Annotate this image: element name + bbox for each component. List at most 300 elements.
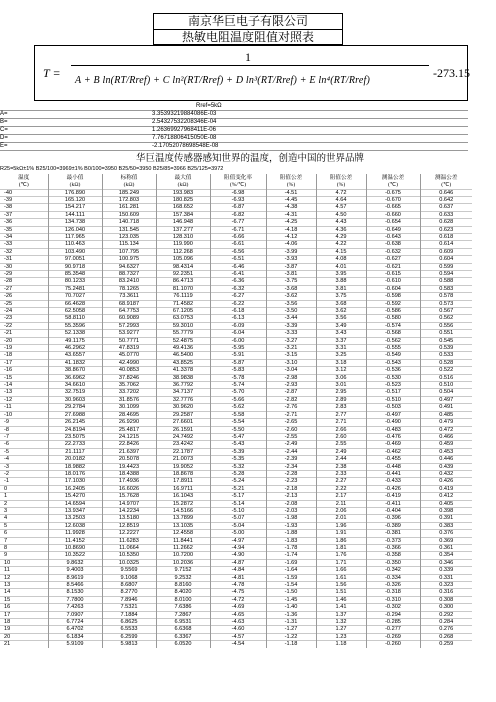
value-cell: 0.545 [420,337,472,344]
value-cell: 58.8110 [48,315,102,322]
table-row [0,641,472,648]
value-cell: 10.7200 [156,552,210,559]
document-title: 热敏电阻温度阻值对照表 [154,29,342,44]
value-cell: -6.77 [210,219,266,226]
value-cell: 1.23 [316,633,366,640]
value-cell: 34.6610 [48,382,102,389]
table-row [0,345,472,352]
value-cell: -1.69 [266,559,316,566]
value-cell: 8.0100 [156,596,210,603]
value-cell: 1.66 [316,567,366,574]
table-row [0,411,472,418]
value-cell: 134.738 [48,219,102,226]
value-cell: 21.0073 [156,456,210,463]
table-row [0,315,472,322]
value-cell: -0.302 [366,604,420,611]
value-cell: 4.01 [316,263,366,270]
value-cell: 45.0770 [102,352,156,359]
coef-row [0,111,468,118]
value-cell: -0.476 [366,433,420,440]
table-row [0,204,472,211]
resistance-table [0,174,472,648]
value-cell: 1.81 [316,545,366,552]
value-cell: 75.2481 [48,285,102,292]
table-row [0,352,472,359]
value-cell: -0.366 [366,545,420,552]
column-unit: (℃) [366,182,420,190]
value-cell: 32.7776 [156,396,210,403]
value-cell: 66.4628 [48,300,102,307]
value-cell: 112.268 [156,248,210,255]
value-cell: -5.07 [210,515,266,522]
column-unit: (℃) [18,181,29,188]
value-cell: -0.503 [366,404,420,411]
value-cell: 13.7899 [156,515,210,522]
value-cell: 0.628 [420,219,472,226]
value-cell: 180.825 [156,196,210,203]
value-cell: 128.310 [156,233,210,240]
value-cell: 2.66 [316,426,366,433]
value-cell: -4.54 [210,641,266,648]
column-header: 阻值变化率 [210,174,266,182]
value-cell: -0.536 [366,367,420,374]
value-cell: 103.490 [48,248,102,255]
table-row [0,589,472,596]
temperature-cell: -5 [0,448,48,455]
value-cell: 4.64 [316,196,366,203]
value-cell: 6.0520 [156,641,210,648]
value-cell: 1.86 [316,537,366,544]
temperature-cell: -14 [0,382,48,389]
temperature-cell: -15 [0,374,48,381]
value-cell: 0.583 [420,285,472,292]
table-row [0,604,472,611]
value-cell: -1.45 [266,596,316,603]
value-cell: 0.556 [420,322,472,329]
value-cell: -5.47 [210,433,266,440]
temperature-cell: -4 [0,456,48,463]
temperature-cell: 9 [0,552,48,559]
table-row [0,493,472,500]
value-cell: 67.1205 [156,308,210,315]
value-cell: -1.59 [266,574,316,581]
temperature-cell: 19 [0,626,48,633]
value-cell: 16.1043 [156,493,210,500]
value-cell: -0.670 [366,196,420,203]
value-cell: 17.1030 [48,478,102,485]
coef-rule [0,150,468,151]
value-cell: 0.573 [420,300,472,307]
value-cell: 0.426 [420,478,472,485]
value-cell: 110.463 [48,241,102,248]
value-cell: -0.592 [366,300,420,307]
temperature-cell: 10 [0,559,48,566]
value-cell: 43.6557 [48,352,102,359]
table-row [0,226,472,233]
value-cell: 14.2234 [102,507,156,514]
value-cell: -6.27 [210,293,266,300]
value-cell: -5.74 [210,382,266,389]
temperature-cell: 5 [0,522,48,529]
value-cell: -3.99 [266,248,316,255]
value-cell: -2.34 [266,463,316,470]
value-cell: 63.0753 [156,315,210,322]
value-cell: 23.5075 [48,433,102,440]
value-cell: 4.43 [316,219,366,226]
temperature-cell: 6 [0,530,48,537]
value-cell: -0.455 [366,456,420,463]
table-row [0,559,472,566]
table-row [0,611,472,618]
value-cell: -4.94 [210,545,266,552]
value-cell: 157.384 [156,211,210,218]
value-cell: -5.87 [210,359,266,366]
value-cell: -1.64 [266,567,316,574]
temperature-cell: -36 [0,219,48,226]
table-row [0,396,472,403]
temperature-cell: -12 [0,396,48,403]
value-cell: -0.294 [366,611,420,618]
value-cell: -6.22 [210,300,266,307]
value-cell: 2.44 [316,456,366,463]
value-cell: 0.618 [420,233,472,240]
value-cell: 13.9347 [48,507,102,514]
value-cell: -0.586 [366,308,420,315]
value-cell: 4.36 [316,226,366,233]
value-cell: 81.1070 [156,285,210,292]
value-cell: -6.32 [210,285,266,292]
value-cell: 0.383 [420,522,472,529]
value-cell: 8.4020 [156,589,210,596]
temperature-cell: 4 [0,515,48,522]
value-cell: 0.567 [420,308,472,315]
value-cell: 78.1265 [102,285,156,292]
value-cell: -4.18 [266,226,316,233]
column-unit: (kΩ) [156,182,210,190]
slogan: 华巨温度传感器感知世界的温度，创造中国的世界品牌 [135,154,364,164]
value-cell: 12.8519 [102,522,156,529]
value-cell: 3.43 [316,330,366,337]
value-cell: -3.15 [266,352,316,359]
value-cell: 71.4582 [156,300,210,307]
value-cell: 10.5350 [102,552,156,559]
table-row [0,633,472,640]
value-cell: 12.2227 [102,530,156,537]
value-cell: 2.89 [316,396,366,403]
value-cell: -5.00 [210,530,266,537]
table-row [0,626,472,633]
value-cell: 0.522 [420,367,472,374]
value-cell: 0.510 [420,382,472,389]
value-cell: 0.339 [420,567,472,574]
value-cell: -4.65 [210,611,266,618]
value-cell: 88.7327 [102,270,156,277]
value-cell: 6.7724 [48,619,102,626]
value-cell: -5.10 [210,507,266,514]
value-cell: 2.33 [316,470,366,477]
value-cell: 4.29 [316,233,366,240]
value-cell: -3.81 [266,270,316,277]
value-cell: -0.555 [366,345,420,352]
table-row [0,485,472,492]
value-cell: 3.62 [316,308,366,315]
value-cell: 30.1099 [102,404,156,411]
value-cell: -4.45 [266,196,316,203]
value-cell: 27.6988 [48,411,102,418]
value-cell: 42.4990 [102,359,156,366]
value-cell: 7.6386 [156,604,210,611]
value-cell: 18.9882 [48,463,102,470]
value-cell: 144.111 [48,211,102,218]
value-cell: 83.2410 [102,278,156,285]
value-cell: 98.4314 [156,263,210,270]
value-cell: 0.578 [420,293,472,300]
value-cell: -3.93 [266,256,316,263]
value-cell: 0.614 [420,241,472,248]
value-cell: 126.040 [48,226,102,233]
value-cell: 1.51 [316,589,366,596]
value-cell: -1.88 [266,530,316,537]
value-cell: -4.12 [266,233,316,240]
temperature-cell: -18 [0,352,48,359]
header-row [0,174,472,182]
table-row [0,530,472,537]
value-cell: 0.391 [420,515,472,522]
value-cell: 55.3596 [48,322,102,329]
temperature-cell: -25 [0,300,48,307]
value-cell: 8.5466 [48,582,102,589]
value-cell: 0.300 [420,604,472,611]
value-cell: 4.50 [316,211,366,218]
value-cell: 11.0664 [102,545,156,552]
value-cell: 12.4558 [156,530,210,537]
value-cell: 0.646 [420,189,472,196]
value-cell: -5.21 [210,485,266,492]
value-cell: -4.63 [210,619,266,626]
table-row [0,389,472,396]
coef-value: 7.76718806415050E-08 [152,135,217,141]
temperature-cell: 21 [0,641,48,648]
value-cell: 26.2145 [48,419,102,426]
value-cell: -2.87 [266,389,316,396]
company-name: 南京华巨电子有限公司 [187,14,308,28]
value-cell: 36.6962 [48,374,102,381]
value-cell: -2.49 [266,441,316,448]
value-cell: -0.381 [366,530,420,537]
value-cell: -0.654 [366,219,420,226]
value-cell: -4.69 [210,604,266,611]
value-cell: -6.56 [210,248,266,255]
value-cell: -6.93 [210,196,266,203]
value-cell: 22.8426 [102,441,156,448]
value-cell: 14.6594 [48,500,102,507]
table-row [0,463,472,470]
value-cell: 6.4702 [48,626,102,633]
value-cell: -0.580 [366,315,420,322]
value-cell: 27.6601 [156,419,210,426]
value-cell: 0.331 [420,574,472,581]
value-cell: 150.609 [102,211,156,218]
value-cell: 0.292 [420,611,472,618]
value-cell: 2.49 [316,448,366,455]
column-header: 标称值 [102,174,156,182]
value-cell: -4.38 [266,204,316,211]
value-cell: 16.2405 [48,485,102,492]
value-cell: 2.95 [316,389,366,396]
value-cell: 0.604 [420,256,472,263]
value-cell: 146.948 [156,219,210,226]
value-cell: 22.1787 [156,448,210,455]
value-cell: 1.27 [316,626,366,633]
value-cell: 7.1884 [102,611,156,618]
value-cell: -0.643 [366,233,420,240]
temperature-cell: -32 [0,248,48,255]
value-cell: 60.9089 [102,315,156,322]
value-cell: 12.6038 [48,522,102,529]
value-cell: -1.36 [266,611,316,618]
value-cell: 0.633 [420,211,472,218]
value-cell: 6.3367 [156,633,210,640]
column-header: 阻值公差 [316,174,366,182]
value-cell: -0.326 [366,582,420,589]
value-cell: -0.310 [366,596,420,603]
temperature-cell: 8 [0,545,48,552]
value-cell: 32.7519 [48,389,102,396]
value-cell: 1.41 [316,604,366,611]
rref-label: Rref=5kΩ [196,103,222,109]
value-cell: -5.39 [210,448,266,455]
value-cell: 0.308 [420,596,472,603]
table-row [0,278,472,285]
value-cell: -4.51 [266,189,316,196]
value-cell: -4.25 [266,219,316,226]
column-unit: (%) [266,182,316,190]
value-cell: -4.60 [210,626,266,633]
value-cell: 55.7779 [156,330,210,337]
value-cell: -0.497 [366,411,420,418]
value-cell: 15.2872 [156,500,210,507]
value-cell: -0.562 [366,337,420,344]
value-cell: -2.18 [266,485,316,492]
value-cell: -6.87 [210,204,266,211]
table-row [0,211,472,218]
value-cell: 0.528 [420,359,472,366]
value-cell: -1.27 [266,626,316,633]
value-cell: 2.11 [316,500,366,507]
value-cell: -0.665 [366,204,420,211]
value-cell: -4.78 [210,582,266,589]
value-cell: 19.4423 [102,463,156,470]
value-cell: -0.517 [366,389,420,396]
value-cell: 8.8160 [156,582,210,589]
value-cell: 97.0051 [48,256,102,263]
coef-label: C= [0,127,8,133]
temperature-cell: -20 [0,337,48,344]
temperature-cell: 12 [0,574,48,581]
value-cell: 59.3010 [156,322,210,329]
value-cell: -3.39 [266,322,316,329]
value-cell: -0.462 [366,448,420,455]
value-cell: -0.549 [366,352,420,359]
value-cell: 3.88 [316,278,366,285]
value-cell: 6.8625 [102,619,156,626]
value-cell: 161.281 [102,204,156,211]
unit-row [0,182,472,190]
temperature-cell: -21 [0,330,48,337]
table-row [0,419,472,426]
value-cell: -6.18 [210,308,266,315]
value-cell: 0.594 [420,270,472,277]
coef-row [0,143,468,150]
value-cell: 10.2036 [156,559,210,566]
value-cell: -4.81 [210,574,266,581]
title-box [153,13,343,45]
value-cell: -0.373 [366,537,420,544]
value-cell: -2.55 [266,433,316,440]
value-cell: 1.61 [316,574,366,581]
value-cell: -5.58 [210,411,266,418]
table-row [0,374,472,381]
table-row [0,500,472,507]
table-row [0,552,472,559]
value-cell: 0.432 [420,470,472,477]
temperature-cell: 7 [0,537,48,544]
value-cell: -5.32 [210,463,266,470]
value-cell: -0.277 [366,626,420,633]
value-cell: 37.8246 [102,374,156,381]
value-cell: 0.539 [420,345,472,352]
value-cell: 0.623 [420,226,472,233]
value-cell: 49.1175 [48,337,102,344]
value-cell: 7.2867 [156,611,210,618]
value-cell: 4.08 [316,256,366,263]
value-cell: -1.78 [266,545,316,552]
table-row [0,300,472,307]
value-cell: 0.361 [420,545,472,552]
value-cell: 4.72 [316,189,366,196]
value-cell: 2.60 [316,433,366,440]
value-cell: -0.389 [366,522,420,529]
value-cell: -5.54 [210,419,266,426]
value-cell: -2.82 [266,396,316,403]
value-cell: 38.8670 [48,367,102,374]
value-cell: -3.87 [266,263,316,270]
temperature-cell: -19 [0,345,48,352]
temperature-cell: -6 [0,441,48,448]
value-cell: -0.350 [366,559,420,566]
coef-row [0,127,468,134]
value-cell: 0.439 [420,463,472,470]
value-cell: 0.516 [420,374,472,381]
value-cell: 7.4263 [48,604,102,611]
table-row [0,241,472,248]
rref-row [0,103,468,110]
value-cell: 168.652 [156,204,210,211]
value-cell: -0.433 [366,478,420,485]
value-cell: 4.22 [316,241,366,248]
value-cell: -3.75 [266,278,316,285]
value-cell: -1.18 [266,641,316,648]
value-cell: -0.411 [366,500,420,507]
value-cell: -2.93 [266,382,316,389]
value-cell: -1.98 [266,515,316,522]
table-row [0,367,472,374]
value-cell: 52.4875 [156,337,210,344]
value-cell: 5.9813 [102,641,156,648]
table-row [0,404,472,411]
coef-label: D= [0,135,8,141]
value-cell: 11.6283 [102,537,156,544]
